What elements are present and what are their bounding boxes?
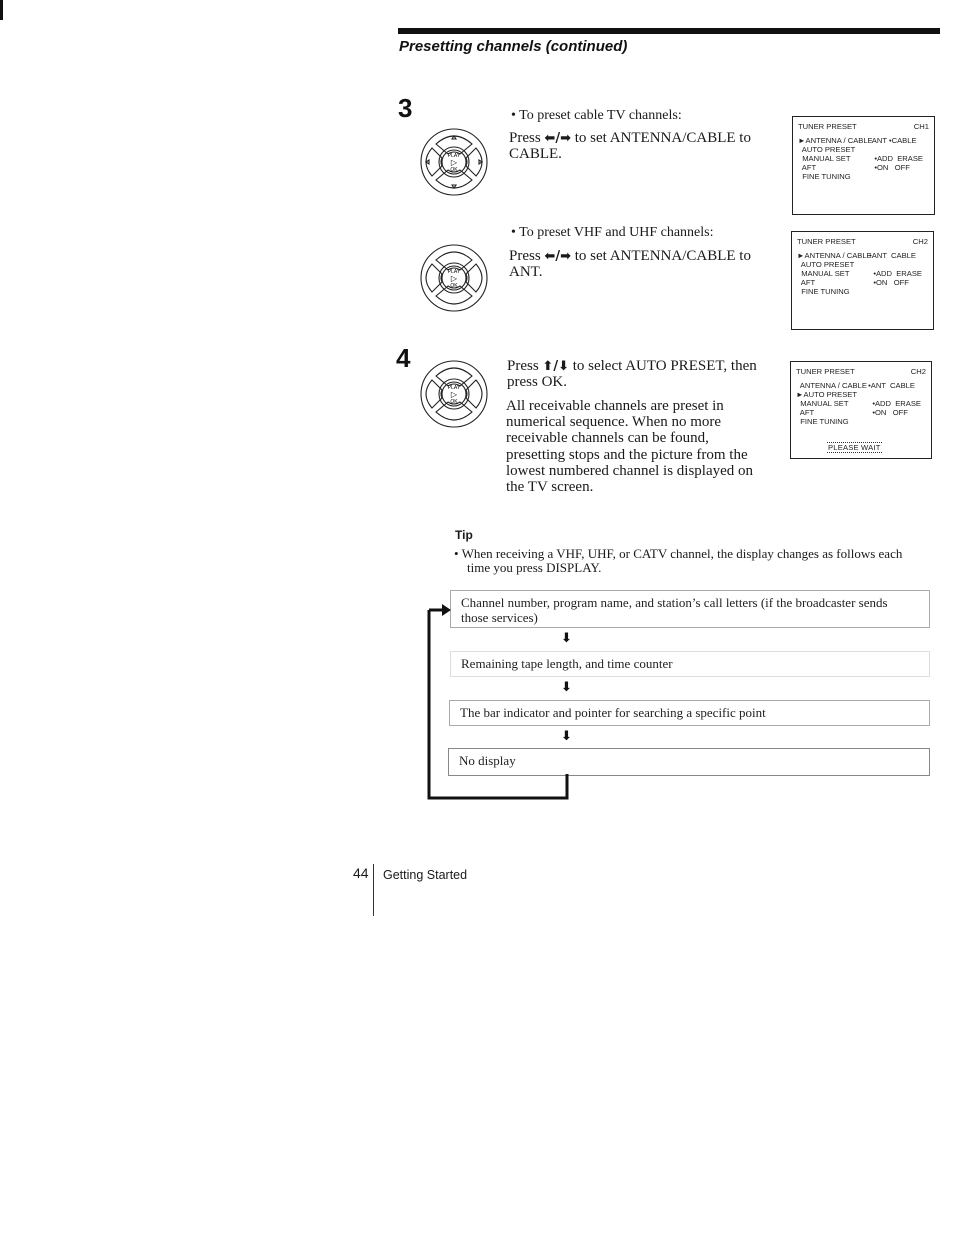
tv-screen-cable: TUNER PRESET CH1 ►ANTENNA / CABLE ANT •CABLE AUTO PRESET MANUAL SET •ADD ERASE AFT •ON OFF FINE TUNING <box>792 116 935 215</box>
cable-bullet: • To preset cable TV channels: <box>511 108 682 123</box>
svg-text:PLAY: PLAY <box>447 269 461 275</box>
left-right-arrows-icon: ⬅/➡ <box>544 131 571 146</box>
svg-text:▷: ▷ <box>450 274 458 283</box>
play-label: PLAY <box>447 153 461 159</box>
section-title: Presetting channels (continued) <box>399 38 628 55</box>
remote-control-icon <box>414 124 494 200</box>
tip-text: • When receiving a VHF, UHF, or CATV channel, the display changes as follows each time you press DISPLAY. <box>454 546 903 575</box>
screen-channel: CH1 <box>913 122 929 131</box>
tv-screen-auto-preset: TUNER PRESET CH2 ANTENNA / CABLE •ANT CABLE ►AUTO PRESET MANUAL SET •ADD ERASE AFT •ON OFF FINE TUNING PLEASE WAIT <box>790 361 932 459</box>
please-wait-indicator: PLEASE WAIT <box>828 443 881 452</box>
vhf-instruction-line2: ANT. <box>509 264 543 280</box>
footer-section: Getting Started <box>383 868 468 882</box>
ok-label: OK <box>450 167 458 173</box>
down-arrow-icon: ⬇ <box>561 680 572 695</box>
step-3-number: 3 <box>398 93 413 123</box>
vhf-instruction: Press ⬅/➡ to set ANTENNA/CABLE to <box>509 248 751 264</box>
vhf-bullet: • To preset VHF and UHF channels: <box>511 225 714 240</box>
tv-screen-ant: TUNER PRESET CH2 ►ANTENNA / CABLE •ANT CABLE AUTO PRESET MANUAL SET •ADD ERASE AFT •ON OFF FINE TUNING <box>791 231 934 330</box>
header-rule <box>398 28 940 34</box>
play-symbol: ▷ <box>450 158 458 167</box>
cable-instruction <box>509 130 751 147</box>
press-word: Press <box>509 130 541 146</box>
screen-title: TUNER PRESET <box>798 122 857 131</box>
svg-text:PLAY: PLAY <box>447 385 461 391</box>
step4-instruction-line2: press OK. <box>507 374 567 390</box>
flow-step-tape-length: Remaining tape length, and time counter <box>450 651 930 677</box>
down-arrow-icon: ⬇ <box>561 729 572 744</box>
flow-step-bar-indicator: The bar indicator and pointer for searching a specific point <box>449 700 930 726</box>
page-edge-mark <box>0 0 3 20</box>
remote-control-icon <box>414 356 494 432</box>
loop-bracket-arrow-icon <box>422 596 572 802</box>
step-4-number: 4 <box>396 343 411 373</box>
flow-step-channel-info: Channel number, program name, and station’s call letters (if the broadcaster sends those services) <box>450 590 930 628</box>
cable-instruction-line2: CABLE. <box>509 146 562 162</box>
step4-paragraph: All receivable channels are preset in numerical sequence. When no more receivable channels can be found, presetting stops and the picture from the lowest numbered channel is displayed on the TV screen. <box>506 398 754 496</box>
remote-control-icon <box>414 240 494 316</box>
svg-text:▷: ▷ <box>450 390 458 399</box>
svg-text:OK: OK <box>450 399 458 405</box>
down-arrow-icon: ⬇ <box>561 631 572 646</box>
footer-separator <box>373 864 374 916</box>
page-number: 44 <box>353 865 369 881</box>
up-down-arrows-icon: ⬆/⬇ <box>542 359 569 374</box>
left-right-arrows-icon: ⬅/➡ <box>544 249 571 264</box>
flow-step-no-display: No display <box>448 748 930 776</box>
tip-label: Tip <box>455 528 473 542</box>
instruction-rest: to set ANTENNA/CABLE to <box>570 130 751 146</box>
svg-text:OK: OK <box>450 283 458 289</box>
step4-instruction: Press ⬆/⬇ to select AUTO PRESET, then <box>507 358 757 374</box>
